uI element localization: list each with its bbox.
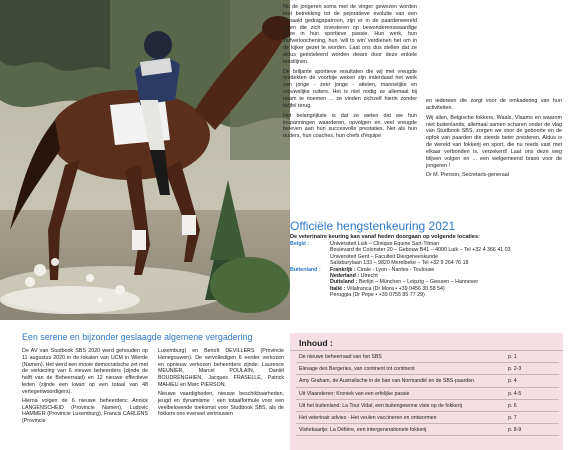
toc-title: Amy Graham, de Australische in de ban van Normandië en de SBS-paarden	[299, 378, 475, 385]
country-label	[290, 292, 330, 298]
location-value: Italië : Villafranca (Dr Mora • +39 0456 30 58 54)	[330, 285, 445, 292]
toc-page: p. 4-5	[508, 390, 522, 397]
hengstenkeuring-section	[290, 219, 562, 299]
toc-page: p. 2-3	[508, 366, 522, 373]
toc-title: Uit Vlaanderen: Kroniek van een erfelijke passie	[299, 390, 410, 397]
toc-row[interactable]	[296, 424, 559, 436]
toc-row[interactable]	[296, 400, 559, 412]
toc-page: p. 6	[508, 402, 517, 409]
intro-paragraph: Nu de jongeren soms met de vinger gewezen worden met betrekking tot de pejoratieve evolutie van een bepaald gedragspatroon, zijn er in de paardenwereld velen die zich investeren op bewonderenswaardige wijze in hun sportieve passie. Hun werk, hun zelfverloochening, hun 'will to win' verdienen het om in de kijker gezet te worden. Laat ons dus stellen dat ze aldus geëxteleerd worden dwars door deze enkele tekstlijnen.	[283, 4, 417, 65]
intro-paragraph: De briljante sportieve resultaten die wij met vreugde ontdekten de voorbije weken zijn inderdaad het werk van jonge - zeer jonge - atleten, mannelijke en vrouwelijke ruiters. Het is niet nodig ze allemaal bij naam te noemen ... ze vinden zichzelf hierin zonder twijfel terug.	[283, 68, 417, 109]
toc-title: Uit het buitenland: La Tour Vidal, een buitengewone visie op de fokkerij	[299, 402, 462, 409]
location-row	[290, 292, 562, 298]
toc-row[interactable]	[296, 351, 559, 363]
intro-column	[283, 4, 417, 143]
article-body	[22, 348, 284, 450]
toc-row[interactable]	[296, 412, 559, 424]
signature: Dr M. Pierson, Secretaris-generaal	[426, 172, 509, 179]
body-paragraph: Luxemburg) en Benoît DEVILLERS (Provincie Henegouwen). De vervolledigen 6 eerder verkozen en opnieuw verkozen beheerders zijnde: Laurence MEUNIER, Marcel POULAIN, Daniël BOUDRENGHIEN, Jacques FRASELLE, Patrick MAHIEU en Marc PIERSON.	[158, 348, 284, 388]
closing-paragraph: en iedereen die zorgt voor de omkadering van hun activiteiten.	[426, 98, 562, 111]
body-paragraph: De AV van Studbook SBS 2020 werd gehouden op 11 augustus 2020 in de lokalen van UCM in Wierde (Namen). Het werd een mooie democratische zet met de verkiezing van 6 nieuwe beheerders (zijnde de helft van de Beheerraad) en 12 nieuwe effectieve leden (zijnde een kwart op een totaal van 48 vertegenwoordigers).	[22, 348, 148, 395]
toc-page: p. 8-9	[508, 427, 522, 434]
closing-paragraph: Wij allen, Belgische fokkers, Waals, Vlaams en waarom niet buitenlands, allemaal samen scharen onder de vlag van Studbook SBS, zorgen we voor de geboorte en de opfok van paarden die steeds beter presteren. Aldus is de wereld van fokkerij en sport, die nu reeds vast met elkaar verbonden is, verzekerd! Laat ons deze weg blijven volgen en ... een welgemeend bravo voor de jongeren !	[426, 114, 562, 169]
toc-page: p. 1	[508, 354, 517, 360]
location-value: Universiteit Luik – Clinique Equine Sart-Tilman	[330, 241, 440, 247]
toc-title: Het veterinair advies - Het veulen vaccineren en ontwormen	[299, 414, 437, 421]
intro-paragraph: Het belangrijkste is dat ze weten dat we hun inspanningen waarderen, opvolgen en veel vreugde beleven aan hun succesvolle prestaties. Net als hun ouders, hun coaches, hun chefs d'équipe	[283, 112, 417, 140]
body-column	[158, 348, 284, 450]
country-label: België :	[290, 241, 310, 247]
body-column	[22, 348, 148, 450]
location-list	[290, 241, 562, 299]
inhoud-box	[290, 333, 563, 450]
toc-page: p. 7	[508, 414, 517, 421]
section-intro: De veterinaire keuring kan vanaf heden doorgaan op volgende locaties:	[290, 234, 480, 240]
body-paragraph: Nieuwe vaardigheden, nieuwe beschikbaarheden, jeugd en dynamisme : een totaalformule voor een veelbelovende toekomst voor Studbook SBS, als de fokkers ons eveneel vertrouwen	[158, 391, 284, 418]
toc-row[interactable]	[296, 363, 559, 375]
country-label: Buitenland :	[290, 266, 321, 273]
closing-column	[426, 98, 562, 179]
body-paragraph: Hierna volgen de 6 nieuwe beheerders: Annick LANGENSCHEID (Provincie Namen), Ludovic HAMMER (Provincie Luxemburg), Francis CARLENS (Provincie	[22, 397, 148, 424]
location-value: Peruggia (Dr Pepe • +39 0755 85 77 29)	[330, 292, 425, 299]
location-value: Frankrijk : Cirale - Lyon - Nantes - Toulouse	[330, 266, 435, 273]
toc-title: Visitekaartje: La Défière, een intergenerationele fokkerij	[299, 427, 427, 434]
horse-jump-photo	[0, 0, 290, 320]
toc-page: p. 4	[508, 378, 517, 385]
location-value: Universiteit Gent – Faculteit Diergeneeskunde	[330, 253, 439, 260]
toc-row[interactable]	[296, 388, 559, 400]
toc-title: Elevage des Bergeries, van continent tot continent	[299, 366, 415, 373]
section-title: Officiële hengstenkeuring 2021	[290, 219, 456, 233]
location-value: Boulevard de Colonster 20 – Gebouw B41 – 4000 Luik – Tel +32 4 366 41 03	[330, 247, 511, 254]
toc-title: De nieuwe beheerraad van het SBS	[299, 354, 382, 360]
toc-row[interactable]	[296, 375, 559, 387]
location-value: Salisburylaan 133 – 9820 Merelbeke – Tel +32 9 264 76 18	[330, 260, 469, 267]
location-value: Duitsland : Berlijn – München – Leipzig – Giessen – Hannover	[330, 279, 479, 286]
article-title: Een serene en bijzonder geslaagde algemene vergadering	[22, 332, 253, 342]
inhoud-title: Inhoud :	[290, 333, 563, 351]
location-value: Nederland : Utrecht	[330, 273, 378, 280]
